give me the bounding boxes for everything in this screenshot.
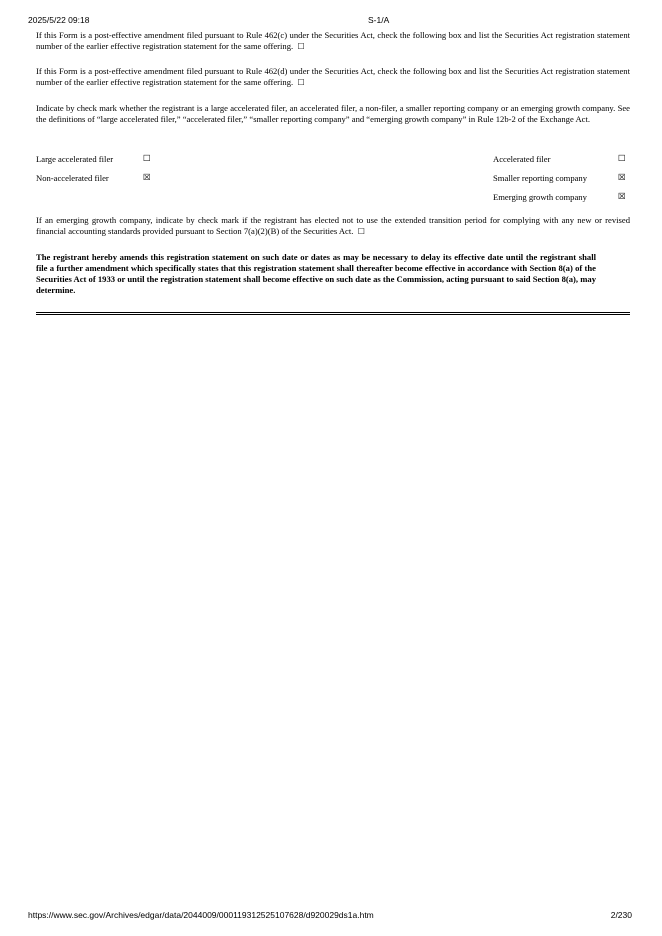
rule-462c-checkbox[interactable]: ☐ bbox=[297, 42, 305, 51]
print-url[interactable]: https://www.sec.gov/Archives/edgar/data/2044009/000119312525107628/d920029ds1a.htm bbox=[28, 910, 374, 920]
rule-462d-text: If this Form is a post-effective amendment filed pursuant to Rule 462(d) under the Securities Act, check the following box and list the Securities Act registration statement number of the earlier effective registration statement for the same offering. bbox=[36, 66, 630, 87]
filer-status-paragraph: Indicate by check mark whether the registrant is a large accelerated filer, an accelerated filer, a non-filer, a smaller reporting company or an emerging growth company. See the definitions of “large accelerated filer,” “accelerated filer,” “smaller reporting company” and “emerging growth company” in Rule 12b-2 of the Exchange Act. bbox=[36, 103, 630, 124]
rule-462c-paragraph bbox=[36, 30, 630, 52]
print-datetime: 2025/5/22 09:18 bbox=[28, 15, 90, 25]
large-accelerated-filer-checkbox[interactable]: ☐ bbox=[143, 154, 151, 164]
egc-transition-text: If an emerging growth company, indicate by check mark if the registrant has elected not to use the extended transition period for complying with any new or revised financial accounting standards provided pursuant to Section 7(a)(2)(B) of the Securities Act. bbox=[36, 215, 630, 236]
large-accelerated-filer-label: Large accelerated filer bbox=[36, 154, 114, 164]
print-page-number: 2/230 bbox=[610, 910, 632, 920]
rule-462d-paragraph bbox=[36, 66, 630, 88]
emerging-growth-company-checkbox[interactable]: ☒ bbox=[618, 192, 626, 202]
emerging-growth-company-label: Emerging growth company bbox=[493, 192, 587, 202]
filer-row-2 bbox=[36, 173, 630, 185]
non-accelerated-filer-checkbox[interactable]: ☒ bbox=[143, 173, 151, 183]
non-accelerated-filer-label: Non-accelerated filer bbox=[36, 173, 109, 183]
filer-row-3 bbox=[36, 192, 630, 204]
egc-transition-checkbox[interactable]: ☐ bbox=[357, 227, 365, 236]
delaying-amendment-paragraph: The registrant hereby amends this registration statement on such date or dates as may be necessary to delay its effective date until the registrant shall file a further amendment which specifically states that this registration statement shall thereafter become effective in accordance with Section 8(a) of the Securities Act of 1933 or until the registration statement shall become effective on such date as the Commission, acting pursuant to said Section 8(a), may determine. bbox=[36, 252, 596, 295]
accelerated-filer-checkbox[interactable]: ☐ bbox=[618, 154, 626, 164]
accelerated-filer-label: Accelerated filer bbox=[493, 154, 551, 164]
section-divider-thin bbox=[36, 312, 630, 313]
smaller-reporting-company-label: Smaller reporting company bbox=[493, 173, 588, 183]
egc-transition-paragraph bbox=[36, 215, 630, 237]
rule-462d-checkbox[interactable]: ☐ bbox=[297, 78, 305, 87]
section-divider-thick bbox=[36, 314, 630, 315]
filer-row-1 bbox=[36, 154, 630, 166]
print-doc-title: S-1/A bbox=[368, 15, 390, 25]
rule-462c-text: If this Form is a post-effective amendment filed pursuant to Rule 462(c) under the Securities Act, check the following box and list the Securities Act registration statement number of the earlier effective registration statement for the same offering. bbox=[36, 30, 630, 51]
smaller-reporting-company-checkbox[interactable]: ☒ bbox=[618, 173, 626, 183]
